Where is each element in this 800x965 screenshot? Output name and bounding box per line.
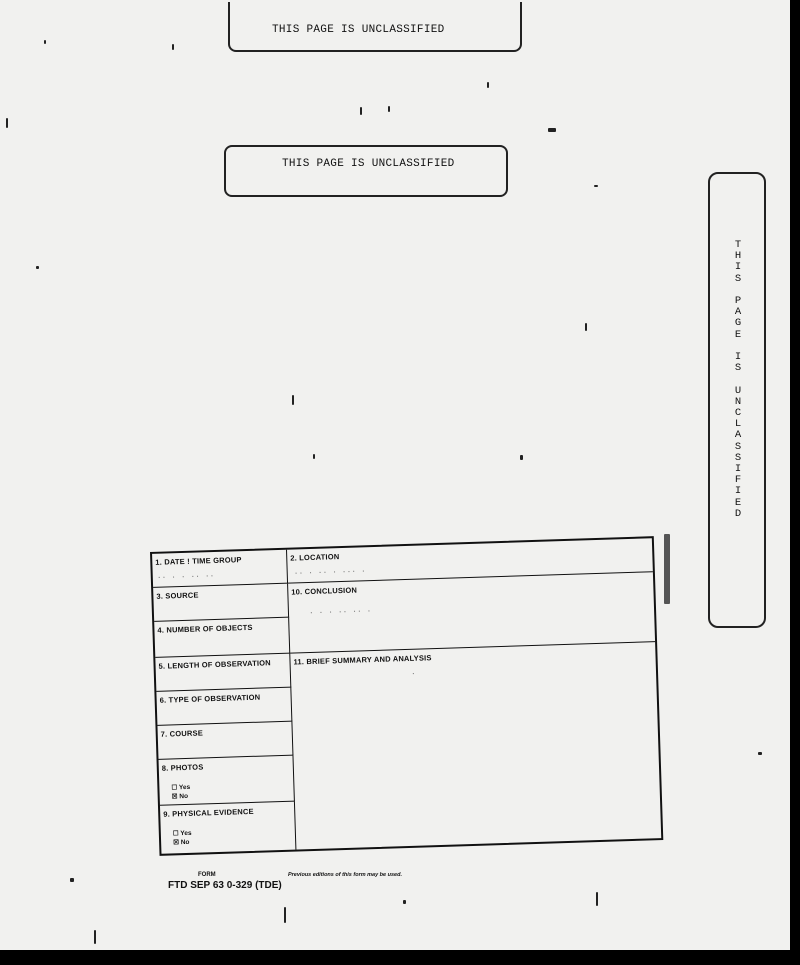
photos-label: 8. PHOTOS: [161, 762, 204, 773]
source-label: 3. SOURCE: [156, 590, 199, 601]
number-of-objects-label: 4. NUMBER OF OBJECTS: [157, 622, 253, 635]
photos-yes-option: ☐ Yes: [171, 783, 191, 792]
scan-speck: [758, 752, 762, 755]
photos-no-option: ☒ No: [171, 792, 189, 801]
scan-speck: [284, 907, 286, 923]
scan-speck: [594, 185, 598, 187]
date-time-group-cell: [152, 550, 288, 588]
course-cell: [157, 722, 293, 760]
scan-speck: [70, 878, 74, 882]
scan-speck: [585, 323, 587, 331]
evidence-no-option: ☒ No: [173, 838, 190, 847]
location-label: 2. LOCATION: [290, 552, 340, 563]
photos-cell: [159, 756, 295, 806]
side-classification-banner: T H I S P A G E I S U N C L A S S I F I E D: [734, 239, 742, 520]
illegible-entry: ·· · · ·· ··: [156, 571, 215, 583]
brief-summary-label: 11. BRIEF SUMMARY AND ANALYSIS: [293, 653, 432, 667]
scan-speck: [172, 44, 174, 50]
physical-evidence-label: 9. PHYSICAL EVIDENCE: [163, 806, 254, 819]
conclusion-label: 10. CONCLUSION: [291, 585, 358, 597]
scan-speck: [94, 930, 96, 944]
scan-speck: [313, 454, 315, 459]
middle-banner-frame: [224, 145, 508, 197]
scan-speck: [487, 82, 489, 88]
scan-speck: [403, 900, 406, 904]
conclusion-cell: [288, 572, 655, 653]
scan-speck: [548, 128, 556, 132]
illegible-entry: · · · ·· ·· ·: [308, 607, 372, 619]
date-time-group-label: 1. DATE ! TIME GROUP: [155, 555, 242, 567]
type-of-observation-cell: [156, 688, 292, 726]
form-word: FORM: [198, 872, 216, 878]
evidence-yes-option: ☐ Yes: [172, 829, 192, 838]
scan-speck: [6, 118, 8, 128]
number-of-objects-cell: [154, 618, 290, 658]
brief-summary-cell: [290, 642, 661, 849]
length-of-observation-label: 5. LENGTH OF OBSERVATION: [158, 658, 271, 671]
scan-speck: [388, 106, 390, 112]
scan-speck: [664, 534, 670, 604]
form-number: FTD SEP 63 0-329 (TDE): [168, 880, 282, 891]
top-classification-banner: THIS PAGE IS UNCLASSIFIED: [272, 24, 445, 36]
illegible-entry: ·: [410, 669, 416, 679]
scan-speck: [36, 266, 39, 269]
source-cell: [153, 584, 289, 622]
scan-speck: [360, 107, 362, 115]
form-edition-note: Previous editions of this form may be used.: [288, 872, 402, 878]
length-of-observation-cell: [155, 654, 291, 692]
scan-speck: [44, 40, 46, 44]
type-of-observation-label: 6. TYPE OF OBSERVATION: [159, 692, 261, 705]
illegible-entry: ·· · ·· · ··· ·: [293, 567, 366, 579]
project-record-form: [150, 536, 663, 856]
middle-classification-banner: THIS PAGE IS UNCLASSIFIED: [282, 158, 455, 170]
physical-evidence-cell: [160, 802, 296, 854]
scan-speck: [596, 892, 598, 906]
scan-speck: [520, 455, 523, 460]
scan-speck: [292, 395, 294, 405]
course-label: 7. COURSE: [160, 728, 204, 739]
